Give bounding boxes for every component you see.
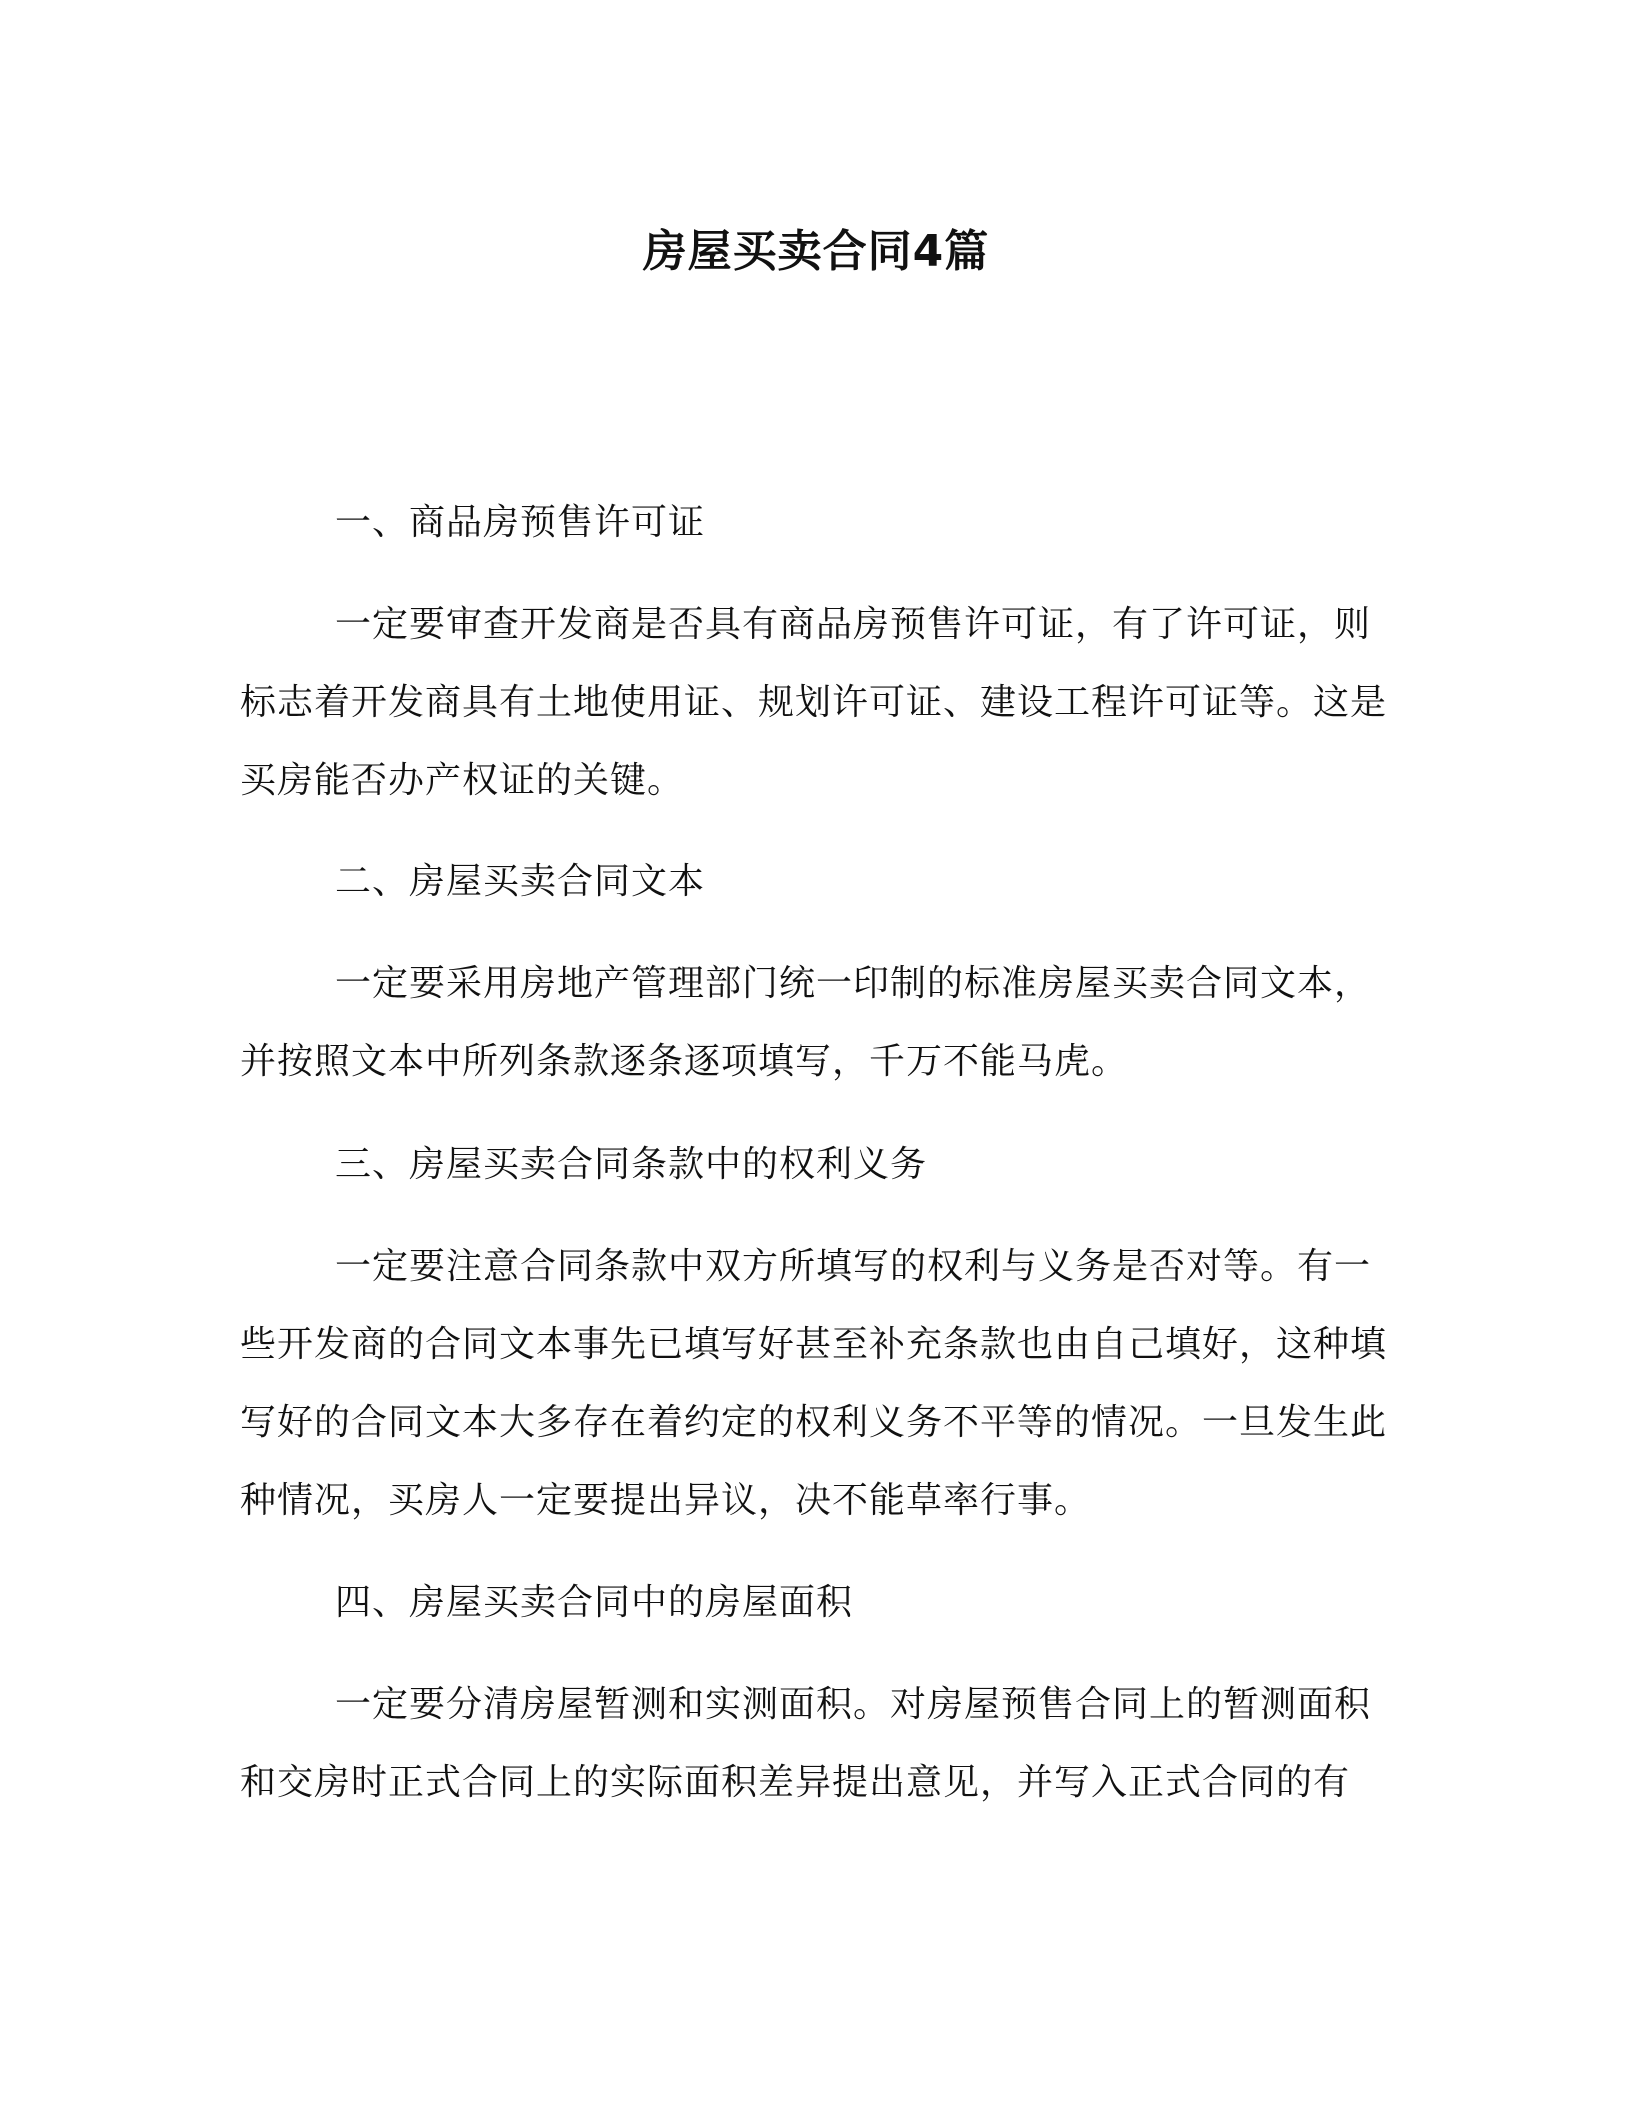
section-1-body: 一定要审查开发商是否具有商品房预售许可证，有了许可证，则标志着开发商具有土地使用证、规划许可证、建设工程许可证等。这是买房能否办产权证的关键。: [240, 604, 1388, 801]
section-1-heading: 一、商品房预售许可证: [335, 502, 706, 543]
section-4-heading: 四、房屋买卖合同中的房屋面积: [335, 1582, 854, 1623]
section-2-heading: 二、房屋买卖合同文本: [335, 861, 706, 902]
section-2-body: 一定要采用房地产管理部门统一印制的标准房屋买卖合同文本，并按照文本中所列条款逐条逐项填写，千万不能马虎。: [240, 963, 1372, 1082]
section-3-body: 一定要注意合同条款中双方所填写的权利与义务是否对等。有一些开发商的合同文本事先已填写好甚至补充条款也由自己填好，这种填写好的合同文本大多存在着约定的权利义务不平等的情况。一旦发生此种情况，买房人一定要提出异议，决不能草率行事。: [240, 1246, 1388, 1521]
section-4-body: 一定要分清房屋暂测和实测面积。对房屋预售合同上的暂测面积和交房时正式合同上的实际面积差异提出意见，并写入正式合同的有: [240, 1684, 1372, 1803]
section-3-heading: 三、房屋买卖合同条款中的权利义务: [335, 1144, 928, 1185]
document-title: 房屋买卖合同4篇: [642, 226, 990, 277]
